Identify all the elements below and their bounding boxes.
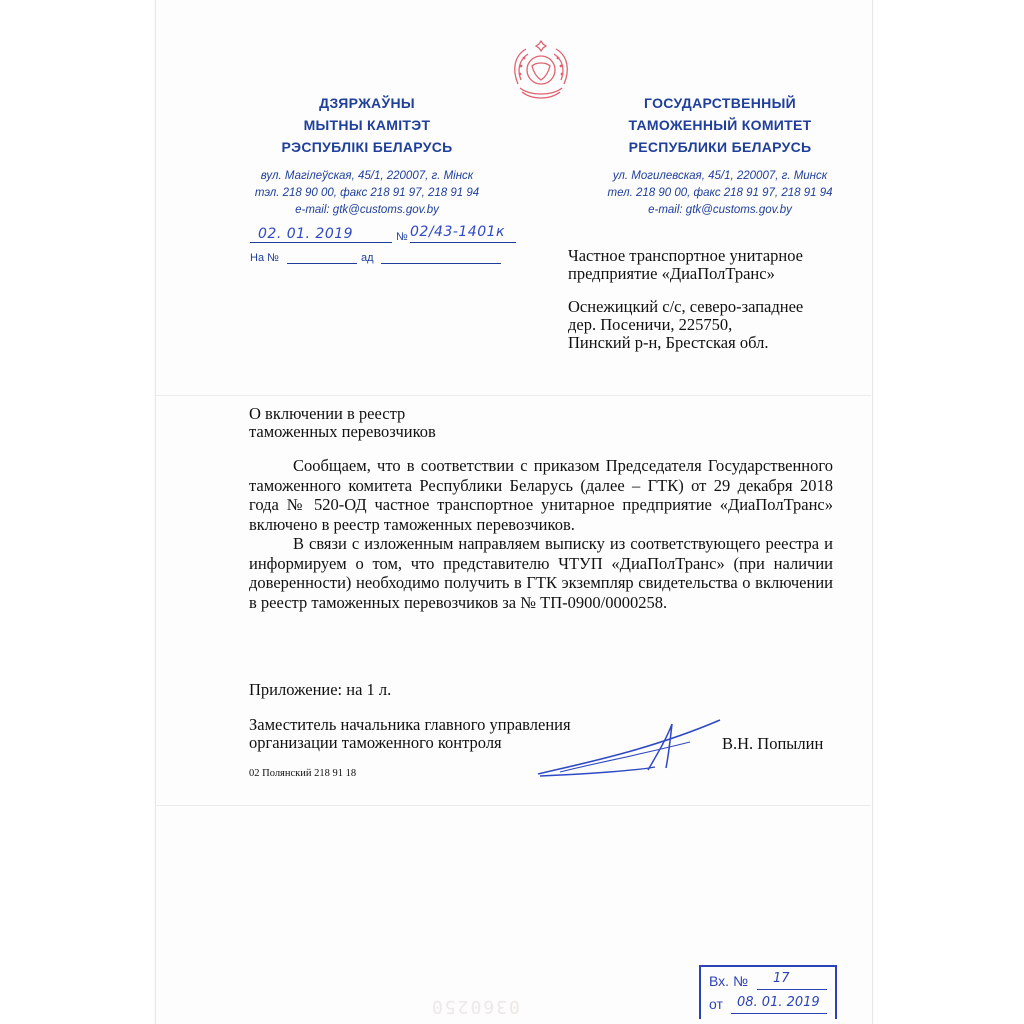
letterhead-right [585,92,855,219]
signer-name: В.Н. Попылин [722,734,824,753]
number-underline [410,242,516,243]
body-paragraph: В связи с изложенным направляем выписку из соответствующего реестра и информируем о том, что представителю ЧТУП «ДиаПолТранс» (при наличии доверенности) необходимо получить в ГТК экземпляр свидетельства о включении в реестр таможенных перевозчиков за № ТП-0900/0000258. [249,534,833,612]
addressee-block [568,247,803,367]
outgoing-number-label: № [396,231,408,243]
stamp-date-line [731,1013,827,1014]
date-underline [250,242,392,243]
outgoing-number: 02/43-1401к [410,224,505,240]
letter-subject: О включении в реестр таможенных перевозчиков [249,404,436,441]
stamp-number-line [757,989,827,990]
outgoing-date: 02. 01. 2019 [258,226,354,242]
executor-info: 02 Полянский 218 91 18 [249,768,357,779]
reply-to-label: На № [250,252,279,264]
letterhead-left [232,92,502,219]
back-side-number-show-through: 0360250 [430,996,520,1017]
coat-of-arms-emblem-icon [508,40,574,104]
stamp-number-value: 17 [773,971,790,986]
stamp-date-label: от [709,996,723,1012]
org-name-by: ДЗЯРЖАЎНЫ МЫТНЫ КАМІТЭТ РЭСПУБЛІКІ БЕЛАРУСЬ [281,95,453,155]
body-paragraph: Сообщаем, что в соответствии с приказом Председателя Государственного таможенного комитета Республики Беларусь (далее – ГТК) от 29 декабря 2018 года № 520-ОД частное транспортное унитарное предприятие «ДиаПолТранс» включено в реестр таможенных перевозчиков. [249,456,833,534]
addressee-address: Оснежицкий с/с, северо-западнее дер. Посеничи, 225750, Пинский р-н, Брестская обл. [568,297,804,352]
org-address-by: вул. Магілеўская, 45/1, 220007, г. Мінск тэл. 218 90 00, факс 218 91 97, 218 91 94 e-mail: gtk@customs.gov.by [254,170,480,216]
appendix-note: Приложение: на 1 л. [249,680,392,699]
fold-line [155,805,871,806]
stamp-number-label: Вх. № [709,973,748,989]
signer-position: Заместитель начальника главного управления организации таможенного контроля [249,715,571,752]
addressee-org: Частное транспортное унитарное предприятие «ДиаПолТранс» [568,246,804,283]
letter-body [249,456,833,612]
org-address-ru: ул. Могилевская, 45/1, 220007, г. Минск тел. 218 90 00, факс 218 91 97, 218 91 94 e-mail: gtk@customs.gov.by [607,170,833,216]
reply-from-label: ад [361,252,374,264]
incoming-registration-stamp [699,965,837,1019]
org-name-ru: ГОСУДАРСТВЕННЫЙ ТАМОЖЕННЫЙ КОМИТЕТ РЕСПУБЛИКИ БЕЛАРУСЬ [628,95,812,155]
reply-date-line [381,263,501,264]
fold-line [155,395,871,396]
handwritten-signature [530,712,730,787]
stamp-date-value: 08. 01. 2019 [737,995,820,1010]
reply-number-line [287,263,357,264]
